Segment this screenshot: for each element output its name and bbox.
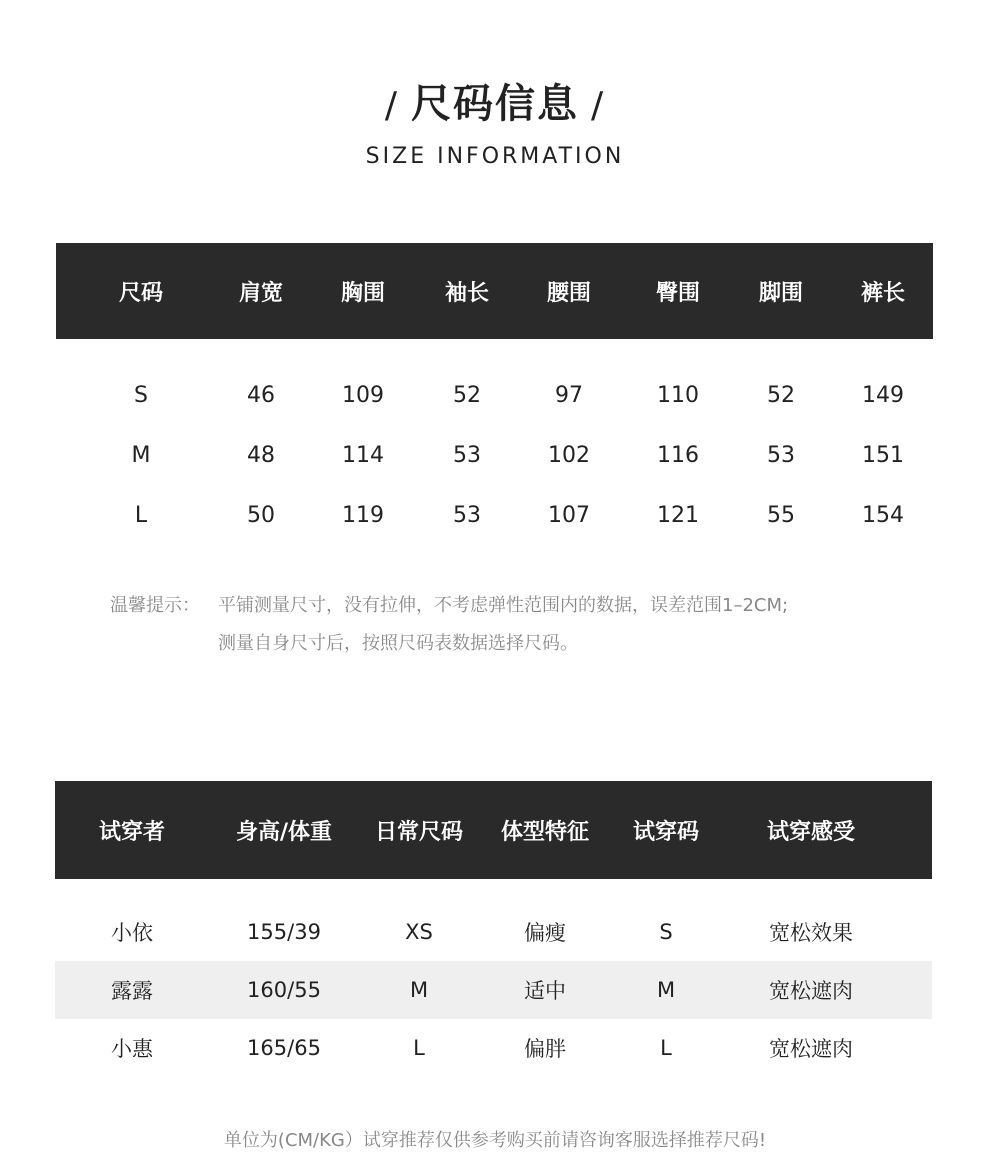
tip-text-2: 测量自身尺寸后，按照尺码表数据选择尺码。 (218, 633, 578, 654)
table-cell: 46 (247, 382, 275, 408)
table-cell: 109 (342, 382, 384, 408)
table-cell: L (660, 1036, 672, 1060)
tip-text-1: 平铺测量尺寸，没有拉伸，不考虑弹性范围内的数据，误差范围1–2CM; (218, 595, 789, 616)
table-cell: 107 (548, 502, 590, 528)
table-cell: 53 (453, 502, 481, 528)
page-title (0, 72, 990, 129)
table-cell: 165/65 (247, 1036, 321, 1060)
measurement-tip (110, 587, 910, 663)
table-row (55, 1019, 932, 1077)
table-cell: M (656, 978, 676, 1002)
table-cell: 102 (548, 442, 590, 468)
table-cell: 适中 (524, 979, 566, 1003)
try-header-model: 试穿者 (98, 819, 165, 845)
size-table-header (56, 243, 933, 339)
size-header-length: 裤长 (860, 280, 905, 306)
title-slash-left: / (384, 85, 399, 126)
table-cell: 偏瘦 (524, 921, 566, 945)
size-header-hip: 臀围 (655, 280, 700, 306)
tip-label: 温馨提示： (110, 595, 200, 616)
size-header-hem: 脚围 (758, 280, 803, 306)
try-on-table-body (55, 903, 932, 1077)
tip-line-1 (110, 587, 910, 625)
table-cell: 119 (342, 502, 384, 528)
table-row (55, 903, 932, 961)
table-cell: 110 (657, 382, 699, 408)
table-cell: 53 (453, 442, 481, 468)
table-cell: 116 (657, 442, 699, 468)
size-header-size: 尺码 (118, 280, 163, 306)
table-cell: L (134, 502, 148, 528)
table-row (55, 961, 932, 1019)
table-row (56, 365, 933, 425)
try-header-tried-size: 试穿码 (632, 819, 699, 845)
footer-disclaimer: 单位为(CM/KG）试穿推荐仅供参考购买前请咨询客服选择推荐尺码! (223, 1130, 767, 1151)
table-cell: 149 (862, 382, 904, 408)
try-header-height-weight: 身高/体重 (235, 819, 333, 845)
title-text: 尺码信息 (411, 81, 579, 127)
size-header-waist: 腰围 (546, 280, 591, 306)
table-cell: 155/39 (247, 920, 321, 944)
table-cell: 52 (453, 382, 481, 408)
table-cell: M (409, 978, 429, 1002)
try-on-table (55, 781, 932, 1077)
page-subtitle: SIZE INFORMATION (365, 144, 625, 169)
table-row (56, 485, 933, 545)
table-cell: 露露 (111, 979, 153, 1003)
table-cell: 宽松遮肉 (769, 979, 853, 1003)
table-cell: L (413, 1036, 425, 1060)
table-cell: 121 (657, 502, 699, 528)
table-cell: 154 (862, 502, 904, 528)
try-header-body-type: 体型特征 (500, 819, 589, 845)
table-cell: 160/55 (247, 978, 321, 1002)
table-cell: S (134, 382, 148, 408)
table-cell: 小惠 (111, 1037, 153, 1061)
table-cell: M (131, 442, 151, 468)
size-header-sleeve: 袖长 (444, 280, 489, 306)
table-cell: 50 (247, 502, 275, 528)
size-table-body (56, 365, 933, 545)
table-cell: 53 (767, 442, 795, 468)
table-cell: 114 (342, 442, 384, 468)
table-cell: 151 (862, 442, 904, 468)
try-header-usual-size: 日常尺码 (374, 819, 463, 845)
table-cell: 48 (247, 442, 275, 468)
size-header-shoulder: 肩宽 (238, 280, 283, 306)
table-cell: 97 (555, 382, 583, 408)
size-header-chest: 胸围 (340, 280, 385, 306)
table-cell: 55 (767, 502, 795, 528)
table-cell: S (659, 920, 673, 944)
try-on-table-header (55, 781, 932, 879)
table-cell: 偏胖 (524, 1037, 566, 1061)
table-cell: 小依 (111, 921, 153, 945)
table-cell: XS (405, 920, 433, 944)
size-table (56, 243, 933, 545)
table-cell: 宽松遮肉 (769, 1037, 853, 1061)
try-header-feeling: 试穿感受 (766, 819, 855, 845)
table-cell: 52 (767, 382, 795, 408)
title-slash-right: / (591, 85, 606, 126)
table-cell: 宽松效果 (769, 921, 853, 945)
table-row (56, 425, 933, 485)
